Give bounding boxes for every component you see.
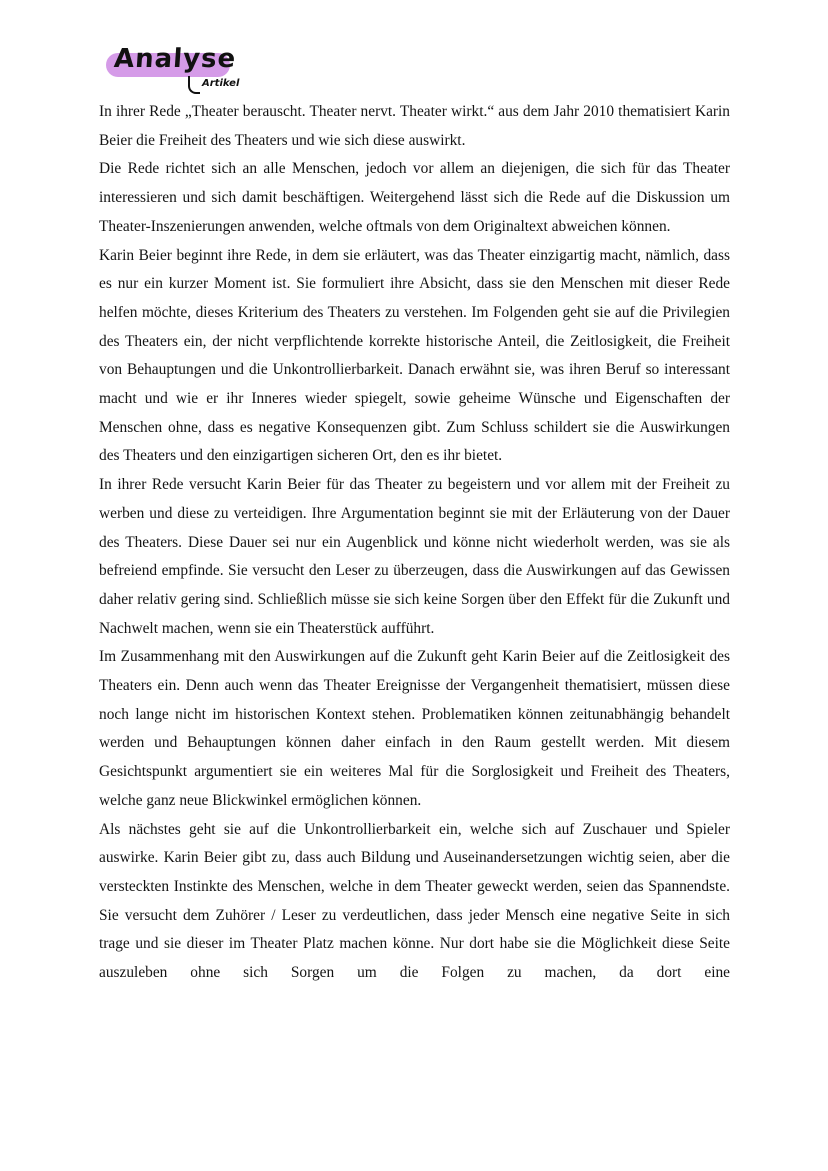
handwritten-header [104,46,274,102]
page-subtitle: Artikel [202,78,240,89]
paragraph-argument-uncontrollability: Als nächstes geht sie auf die Unkontrollierbarkeit ein, welche sich auf Zuschauer und Spieler auswirke. Karin Beier gibt zu, dass auch Bildung und Auseinandersetzungen wichtig seien, aber die versteckten Instinkte des Menschen, welche in dem Theater geweckt werden, seien das Spannendste. Sie versucht dem Zuhörer / Leser zu verdeutlichen, dass jeder Mensch eine negative Seite in sich trage und sie dieser im Theater Platz machen könne. Nur dort habe sie die Möglichkeit diese Seite auszuleben ohne sich Sorgen um die Folgen zu machen, da dort eine [99,820,730,982]
paragraph-intro: In ihrer Rede „Theater berauscht. Theater nervt. Theater wirkt.“ aus dem Jahr 2010 thematisiert Karin Beier die Freiheit des Theaters und wie sich diese auswirkt. [99,103,730,149]
paragraph-argument-timelessness: Im Zusammenhang mit den Auswirkungen auf die Zukunft geht Karin Beier auf die Zeitlosigkeit des Theaters ein. Denn auch wenn das Theater Ereignisse der Vergangenheit thematisiert, müssen diese noch lange nicht im historischen Kontext stehen. Problematiken können zeitunabhängig behandelt werden und Behauptungen können daher einfach in den Raum gestellt werden. Mit diesem Gesichtspunkt argumentiert sie ein weiteres Mal für die Sorglosigkeit und Freiheit des Theaters, welche ganz neue Blickwinkel ermöglichen können. [99,648,730,809]
paragraph-argument-duration: In ihrer Rede versucht Karin Beier für das Theater zu begeistern und vor allem mit der Freiheit zu werben und diese zu verteidigen. Ihre Argumentation beginnt sie mit der Erläuterung von der Dauer des Theaters. Diese Dauer sei nur ein Augenblick und könne nicht wiederholt werden, was sie als befreiend empfinde. Sie versucht den Leser zu überzeugen, dass die Auswirkungen auf das Gewissen daher relativ gering sind. Schließlich müsse sie sich keine Sorgen über den Effekt für die Zukunft und Nachwelt machen, wenn sie ein Theaterstück aufführt. [99,476,730,637]
document-body [99,98,730,988]
paragraph-summary: Karin Beier beginnt ihre Rede, in dem sie erläutert, was das Theater einzigartig macht, nämlich, dass es nur ein kurzer Moment ist. Sie formuliert ihre Absicht, dass sie den Menschen mit dieser Rede helfen möchte, dieses Kriterium des Theaters zu verstehen. Im Folgenden geht sie auf die Privilegien des Theaters ein, der nicht verpflichtende korrekte historische Anteil, die Zeitlosigkeit, die Freiheit von Behauptungen und die Unkontrollierbarkeit. Danach erwähnt sie, was ihren Beruf so interessant macht und wie er ihr Inneres wieder spiegelt, sowie geheime Wünsche und Eigenschaften der Menschen ohne, dass es negative Konsequenzen gibt. Zum Schluss schildert sie die Auswirkungen des Theaters und den einzigartigen sicheren Ort, den es ihr bietet. [99,246,730,465]
paragraph-audience: Die Rede richtet sich an alle Menschen, jedoch vor allem an diejenigen, die sich für das Theater interessieren und sich damit beschäftigen. Weitergehend lässt sich die Rede auf die Diskussion um Theater-Inszenierungen anwenden, welche oftmals von dem Originaltext abweichen können. [99,160,730,235]
page-title: Analyse [112,44,238,74]
arrow-hook-icon [188,76,200,94]
